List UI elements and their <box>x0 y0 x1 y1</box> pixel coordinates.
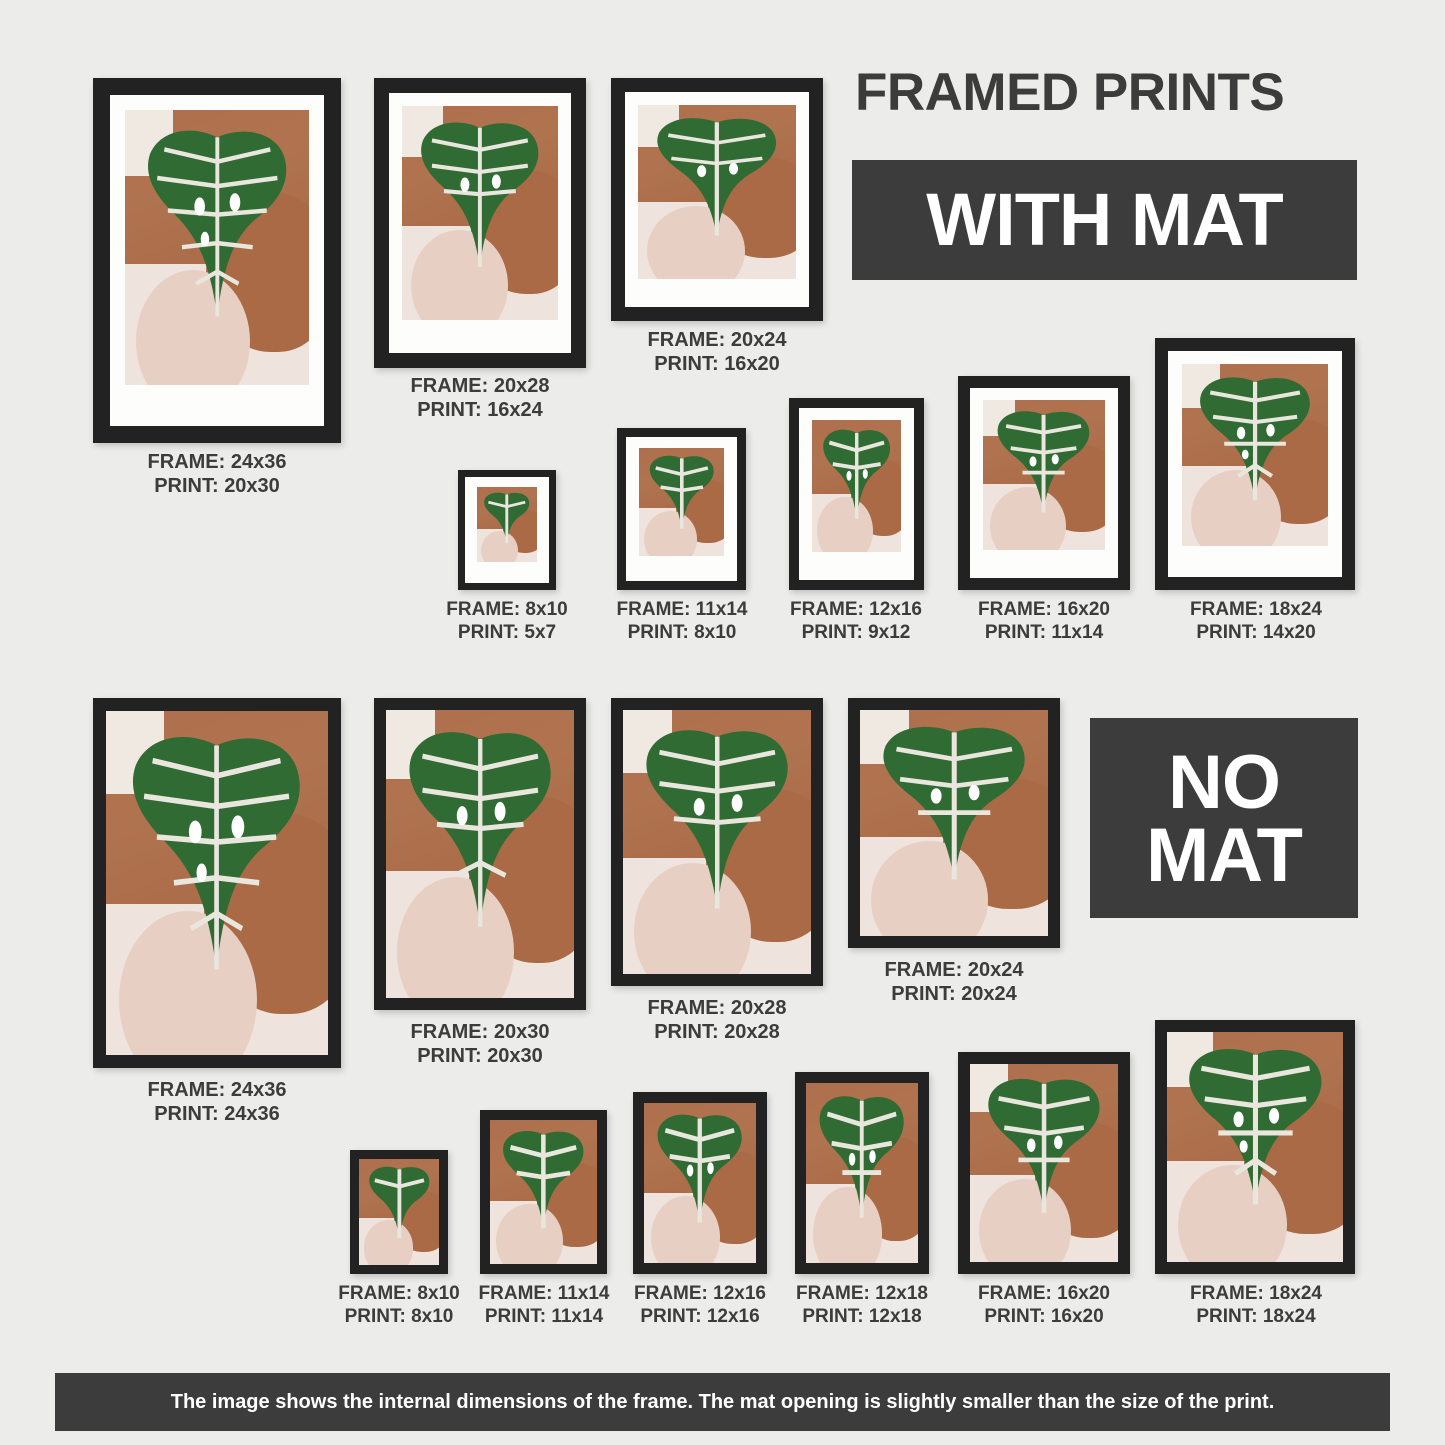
artwork <box>359 1159 439 1265</box>
monstera-leaf-icon <box>808 1090 916 1223</box>
frame-no-mat-12x18[interactable] <box>795 1072 929 1274</box>
artwork <box>638 105 796 279</box>
frame-no-mat-16x20[interactable] <box>958 1052 1130 1274</box>
caption-no-mat-18x24: FRAME: 18x24 PRINT: 18x24 <box>1190 1283 1322 1328</box>
monstera-leaf-icon <box>1185 371 1325 506</box>
monstera-leaf-icon <box>627 721 807 916</box>
frame-with-mat-24x36[interactable] <box>93 78 341 443</box>
frame-with-mat-20x24[interactable] <box>611 78 823 321</box>
frame-with-mat-8x10[interactable] <box>458 470 556 590</box>
caption-no-mat-16x20: FRAME: 16x20 PRINT: 16x20 <box>978 1283 1110 1328</box>
with-mat-banner: WITH MAT <box>852 160 1357 280</box>
frame-no-mat-12x16[interactable] <box>633 1092 767 1274</box>
artwork <box>639 448 724 556</box>
caption-no-mat-20x28: FRAME: 20x28 PRINT: 20x28 <box>647 997 787 1044</box>
monstera-leaf-icon <box>814 425 899 523</box>
frame-no-mat-18x24[interactable] <box>1155 1020 1355 1274</box>
caption-no-mat-20x30: FRAME: 20x30 PRINT: 20x30 <box>410 1021 550 1068</box>
caption-with-mat-16x20: FRAME: 16x20 PRINT: 11x14 <box>978 599 1110 644</box>
artwork <box>812 420 901 552</box>
artwork <box>106 711 328 1055</box>
caption-with-mat-12x16: FRAME: 12x16 PRINT: 9x12 <box>790 599 922 644</box>
caption-with-mat-20x28: FRAME: 20x28 PRINT: 16x24 <box>410 375 550 422</box>
artwork <box>644 1103 756 1263</box>
frame-no-mat-11x14[interactable] <box>480 1110 607 1274</box>
monstera-leaf-icon <box>973 1072 1115 1219</box>
artwork <box>806 1083 918 1263</box>
artwork <box>860 710 1048 936</box>
monstera-leaf-icon <box>492 1126 595 1233</box>
frame-no-mat-20x24[interactable] <box>848 698 1060 948</box>
caption-no-mat-20x24: FRAME: 20x24 PRINT: 20x24 <box>884 959 1024 1006</box>
artwork <box>1182 364 1328 546</box>
frame-no-mat-20x30[interactable] <box>374 698 586 1010</box>
monstera-leaf-icon <box>129 121 306 325</box>
caption-no-mat-24x36: FRAME: 24x36 PRINT: 24x36 <box>147 1079 287 1126</box>
monstera-leaf-icon <box>390 722 570 935</box>
caption-with-mat-11x14: FRAME: 11x14 PRINT: 8x10 <box>616 599 748 644</box>
monstera-leaf-icon <box>864 719 1044 886</box>
caption-with-mat-8x10: FRAME: 8x10 PRINT: 5x7 <box>446 599 568 644</box>
monstera-leaf-icon <box>405 115 555 273</box>
monstera-leaf-icon <box>641 452 723 532</box>
artwork <box>386 710 574 998</box>
frame-with-mat-18x24[interactable] <box>1155 338 1355 590</box>
monstera-leaf-icon <box>361 1163 438 1241</box>
caption-no-mat-12x18: FRAME: 12x18 PRINT: 12x18 <box>796 1283 928 1328</box>
page-title: FRAMED PRINTS <box>855 63 1285 122</box>
frame-no-mat-24x36[interactable] <box>93 698 341 1068</box>
caption-with-mat-24x36: FRAME: 24x36 PRINT: 20x30 <box>147 451 287 498</box>
artwork <box>1167 1032 1343 1262</box>
frame-with-mat-16x20[interactable] <box>958 376 1130 590</box>
caption-with-mat-20x24: FRAME: 20x24 PRINT: 16x20 <box>647 329 787 376</box>
no-mat-line-1: NO <box>1168 740 1280 826</box>
footer-note: The image shows the internal dimensions of the frame. The mat opening is slightly smaller than the size of the print. <box>55 1373 1390 1431</box>
no-mat-line-2: MAT <box>1146 813 1302 898</box>
monstera-leaf-icon <box>641 112 793 241</box>
caption-no-mat-8x10: FRAME: 8x10 PRINT: 8x10 <box>338 1283 460 1328</box>
artwork <box>623 710 811 974</box>
monstera-leaf-icon <box>1171 1041 1340 1211</box>
artwork <box>970 1064 1118 1262</box>
frame-no-mat-8x10[interactable] <box>350 1150 448 1274</box>
artwork <box>983 400 1105 550</box>
frame-with-mat-20x28[interactable] <box>374 78 586 368</box>
caption-no-mat-12x16: FRAME: 12x16 PRINT: 12x16 <box>634 1283 766 1328</box>
artwork <box>490 1120 597 1264</box>
monstera-leaf-icon <box>110 725 323 980</box>
no-mat-banner <box>1090 718 1358 918</box>
caption-no-mat-11x14: FRAME: 11x14 PRINT: 11x14 <box>478 1283 610 1328</box>
frame-with-mat-12x16[interactable] <box>789 398 924 590</box>
artwork <box>477 487 537 562</box>
artwork <box>125 110 309 385</box>
artwork <box>402 106 558 320</box>
caption-with-mat-18x24: FRAME: 18x24 PRINT: 14x20 <box>1190 599 1322 644</box>
monstera-leaf-icon <box>478 490 536 546</box>
monstera-leaf-icon <box>985 406 1102 517</box>
monstera-leaf-icon <box>646 1109 754 1227</box>
frame-no-mat-20x28[interactable] <box>611 698 823 986</box>
frame-with-mat-11x14[interactable] <box>617 428 746 590</box>
